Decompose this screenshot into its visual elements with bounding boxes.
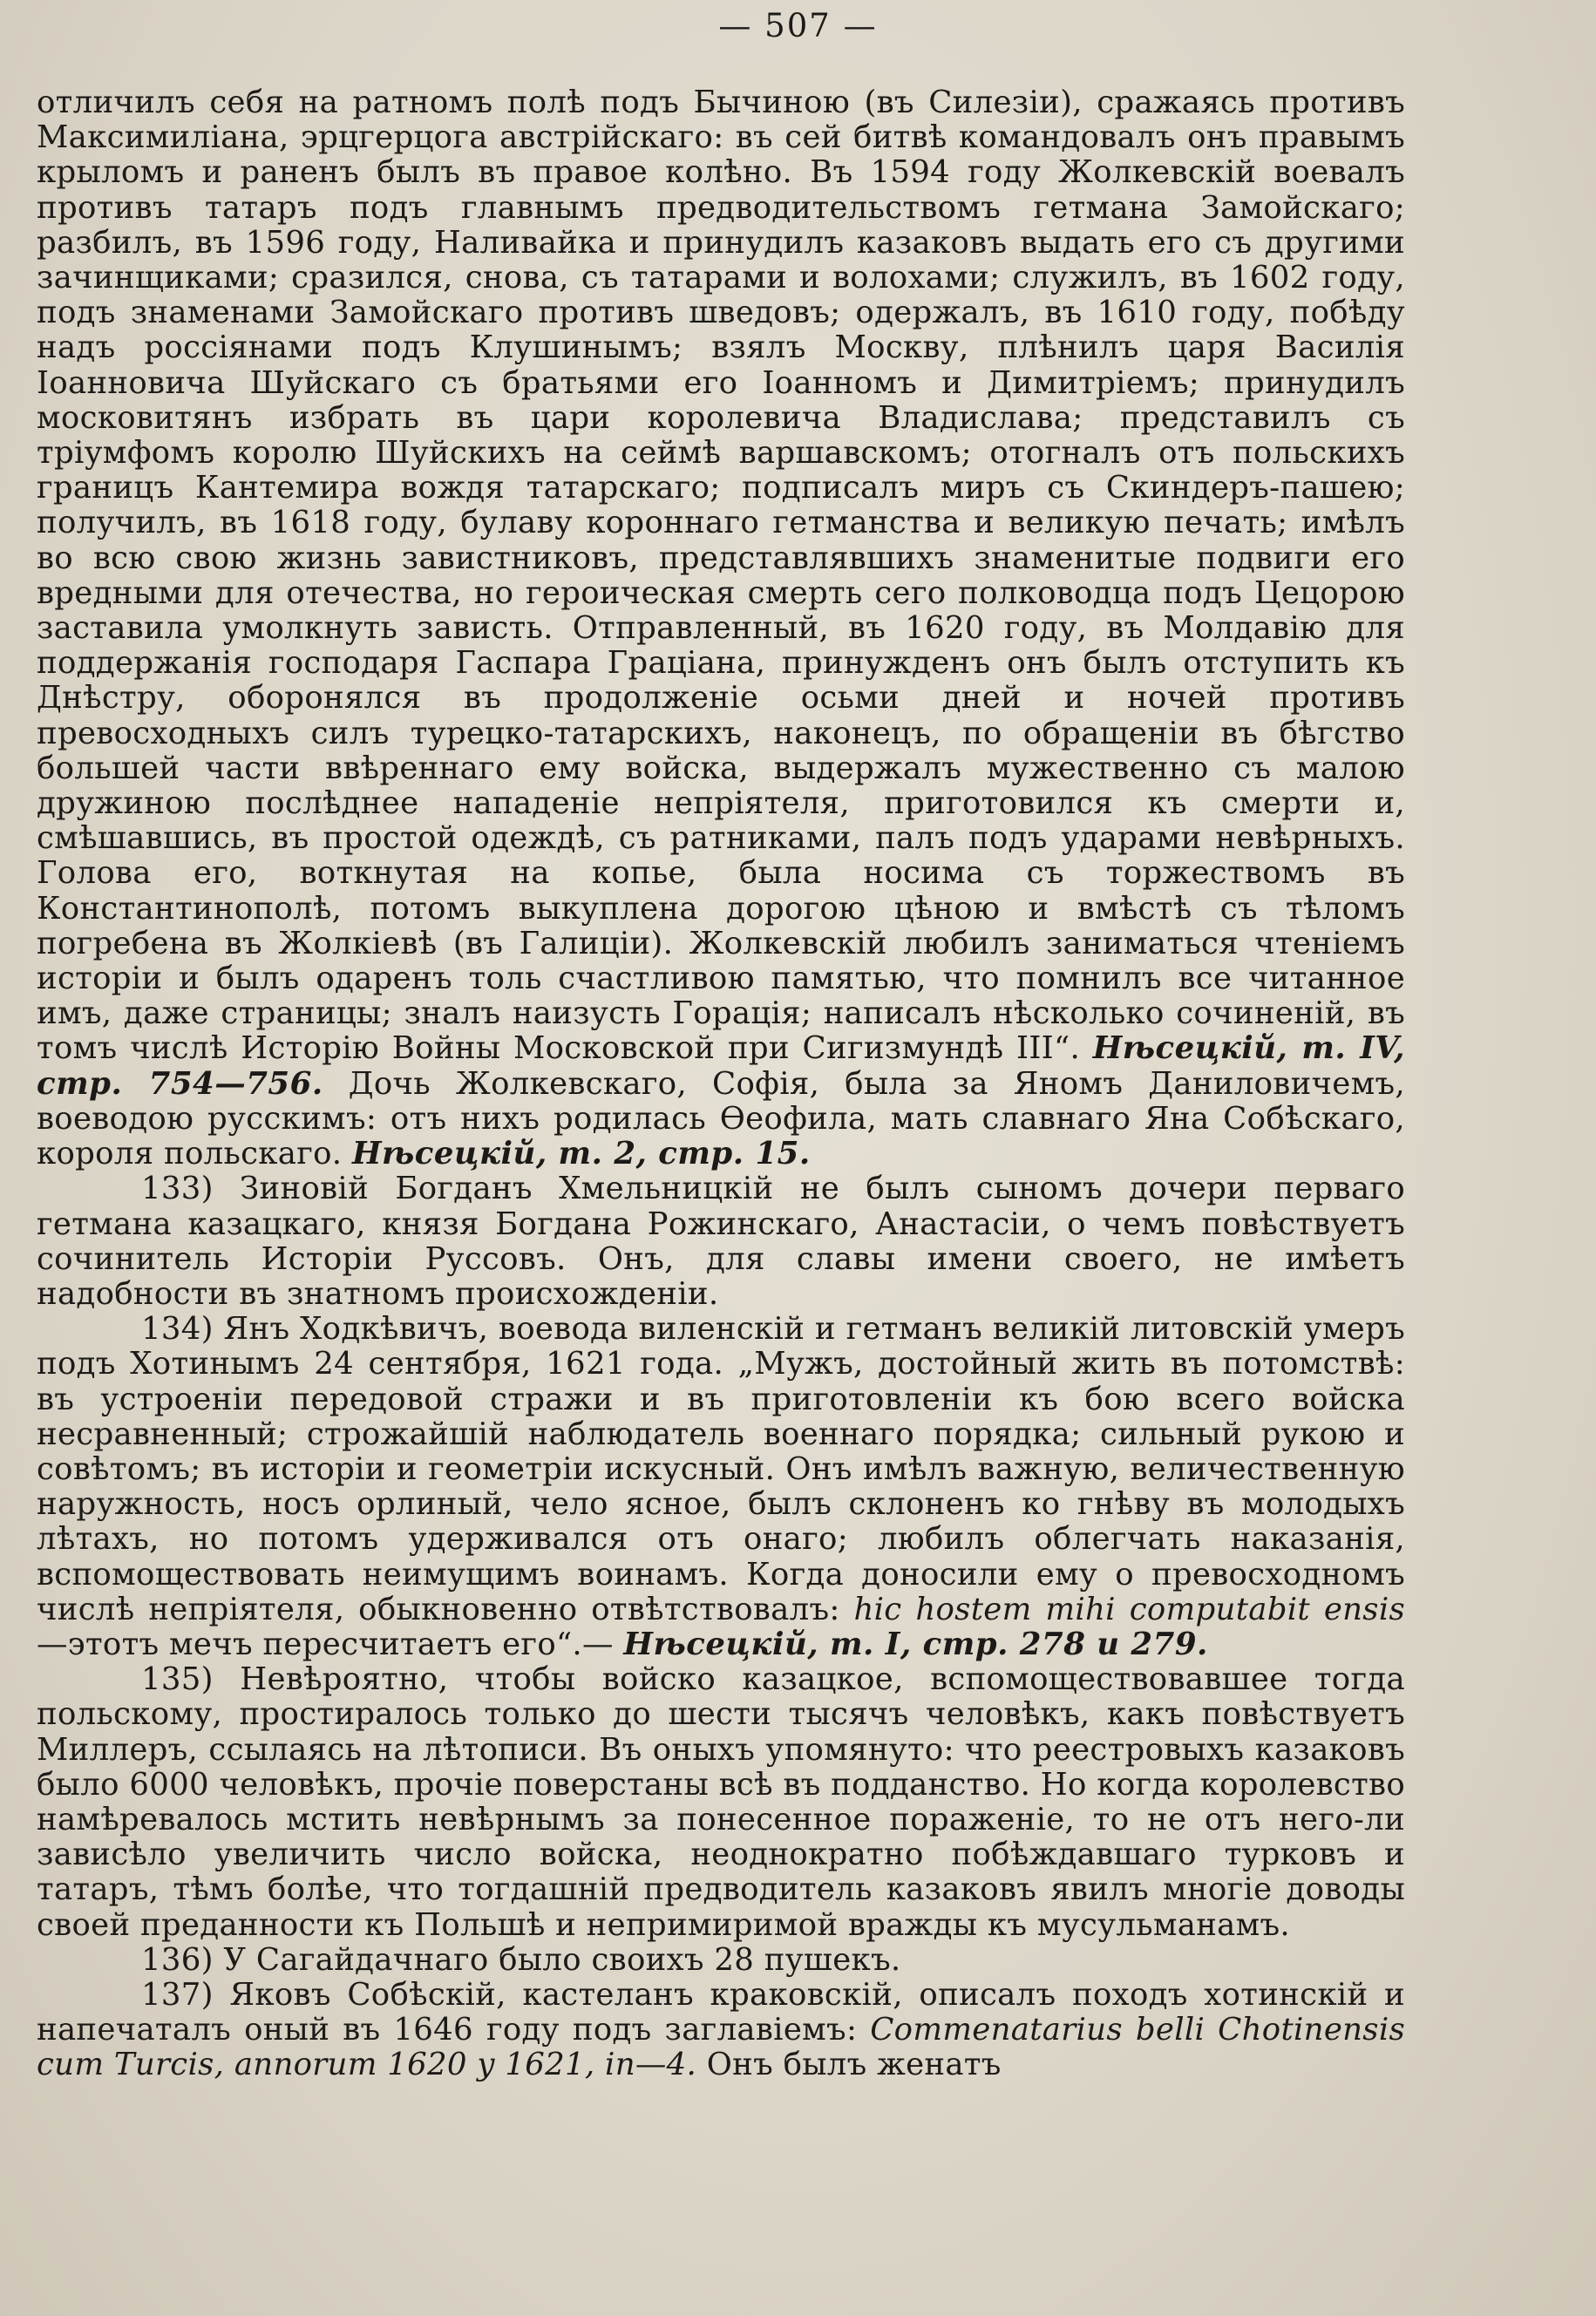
citation: Нѣсецкій, т. 2, стр. 15. xyxy=(351,1136,811,1172)
note-text: 134) Янъ Ходкѣвичъ, воевода виленскій и гетманъ великій литовскій умеръ подъ Хотинымъ 24 сентября, 1621 года. „Мужъ, достойный жить въ потомствѣ: въ устроеніи передовой стражи и въ приготовленіи къ бою всего войска несравненный; строжайшій наблюдатель военнаго порядка; сильный рукою и совѣтомъ; въ исторіи и геометріи искусный. Онъ имѣлъ важную, величественную наружность, носъ орлиный, чело ясное, былъ склоненъ ко гнѣву въ молодыхъ лѣтахъ, но потомъ удерживался отъ онаго; любилъ облегчать наказанія, вспомоществовать неимущимъ воинамъ. Когда доносили ему о превосходномъ числѣ непріятеля, обыкновенно отвѣтствовалъ: xyxy=(37,1311,1405,1627)
note-text: 137) Яковъ Собѣскій, кастеланъ краковскій, описалъ походъ хотинскій и напечаталъ оный въ 1646 году подъ заглавіемъ: xyxy=(37,1976,1405,2048)
note-text: 136) У Сагайдачнаго было своихъ 28 пушекъ. xyxy=(141,1941,901,1978)
note-text: —этотъ мечъ пересчитаетъ его“.— xyxy=(37,1626,624,1662)
citation: Нѣсецкій, т. I, стр. 278 и 279. xyxy=(623,1626,1208,1662)
note-136 xyxy=(37,1943,1405,1978)
notes-body xyxy=(37,85,1405,2083)
note-text: Дочь Жолкевскаго, Софія, была за Яномъ Даниловичемъ, воеводою русскимъ: отъ нихъ родилась Ѳеофила, мать славнаго Яна Собѣскаго, короля польскаго. xyxy=(37,1065,1405,1172)
latin-quote: hic hostem mihi computabit ensis xyxy=(853,1591,1405,1627)
note-135 xyxy=(37,1662,1405,1943)
note-text: 133) Зиновій Богданъ Хмельницкій не былъ сыномъ дочери перваго гетмана казацкаго, князя Богдана Рожинскаго, Анастасіи, о чемъ повѣствуетъ сочинитель Исторіи Руссовъ. Онъ, для славы имени своего, не имѣетъ надобности въ знатномъ происхожденіи. xyxy=(37,1171,1405,1312)
note-133 xyxy=(37,1172,1405,1312)
citation: Нѣсецкій, т. IV, стр. 754—756. xyxy=(37,1030,1405,1102)
note-text: 135) Невѣроятно, чтобы войско казацкое, вспомоществовавшее тогда польскому, простиралось только до шести тысячъ человѣкъ, какъ повѣствуетъ Миллеръ, ссылаясь на лѣтописи. Въ оныхъ упомянуто: что реестровыхъ казаковъ было 6000 человѣкъ, прочіе поверстаны всѣ въ подданство. Но когда королевство намѣревалось мстить невѣрнымъ за понесенное пораженіе, то не отъ него-ли зависѣло увеличить число войска, неоднократно побѣждавшаго турковъ и татаръ, тѣмъ болѣе, что тогдашній предводитель казаковъ явилъ многіе доводы своей преданности къ Польшѣ и непримиримой вражды къ мусульманамъ. xyxy=(37,1661,1405,1943)
note-text: Онъ былъ женатъ xyxy=(696,2047,1002,2083)
note-continuation xyxy=(37,85,1405,1172)
note-text: отличилъ себя на ратномъ полѣ подъ Бычиною (въ Силезіи), сражаясь противъ Максимиліана, эрцгерцога австрійскаго: въ сей битвѣ командовалъ онъ правымъ крыломъ и раненъ былъ въ правое колѣно. Въ 1594 году Жолкевскій воевалъ противъ татаръ подъ главнымъ предводительствомъ гетмана Замойскаго; разбилъ, въ 1596 году, Наливайка и принудилъ казаковъ выдать его съ другими зачинщиками; сразился, снова, съ татарами и волохами; служилъ, въ 1602 году, подъ знаменами Замойскаго противъ шведовъ; одержалъ, въ 1610 году, побѣду надъ россіянами подъ Клушинымъ; взялъ Москву, плѣнилъ царя Василія Іоанновича Шуйскаго съ братьями его Іоанномъ и Димитріемъ; принудилъ московитянъ избрать въ цари королевича Владислава; представилъ съ тріумфомъ королю Шуйскихъ на сеймѣ варшавскомъ; отогналъ отъ польскихъ границъ Кантемира вождя татарскаго; подписалъ миръ съ Скиндеръ-пашею; получилъ, въ 1618 году, булаву короннаго гетманства и великую печать; имѣлъ во всю свою жизнь завистниковъ, представлявшихъ знаменитые подвиги его вредными для отечества, но героическая смерть сего полководца подъ Цецорою заставила умолкнуть зависть. Отправленный, въ 1620 году, въ Молдавію для поддержанія господаря Гаспара Граціана, принужденъ онъ былъ отступить къ Днѣстру, оборонялся въ продолженіе осьми дней и ночей противъ превосходныхъ силъ турецко-татарскихъ, наконецъ, по обращеніи въ бѣгство большей части ввѣреннаго ему войска, выдержалъ мужественно съ малою дружиною послѣднее нападеніе непріятеля, приготовился къ смерти и, смѣшавшись, въ простой одеждѣ, съ ратниками, палъ подъ ударами невѣрныхъ. Голова его, воткнутая на копье, была носима съ торжествомъ въ Константинополѣ, потомъ выкуплена дорогою цѣною и вмѣстѣ съ тѣломъ погребена въ Жолкіевѣ (въ Галиціи). Жолкевскій любилъ заниматься чтеніемъ исторіи и былъ одаренъ толь счастливою памятью, что помнилъ все читанное имъ, даже страницы; зналъ наизусть Горація; написалъ нѣсколько сочиненій, въ томъ числѣ Исторію Войны Московской при Сигизмундѣ III“. xyxy=(37,85,1405,1067)
page-number: — 507 — xyxy=(718,7,878,44)
note-134 xyxy=(37,1312,1405,1662)
latin-title: Commenatarius belli Chotinensis cum Turcis, annorum 1620 y 1621, in—4. xyxy=(37,2012,1405,2083)
note-137 xyxy=(37,1978,1405,2083)
